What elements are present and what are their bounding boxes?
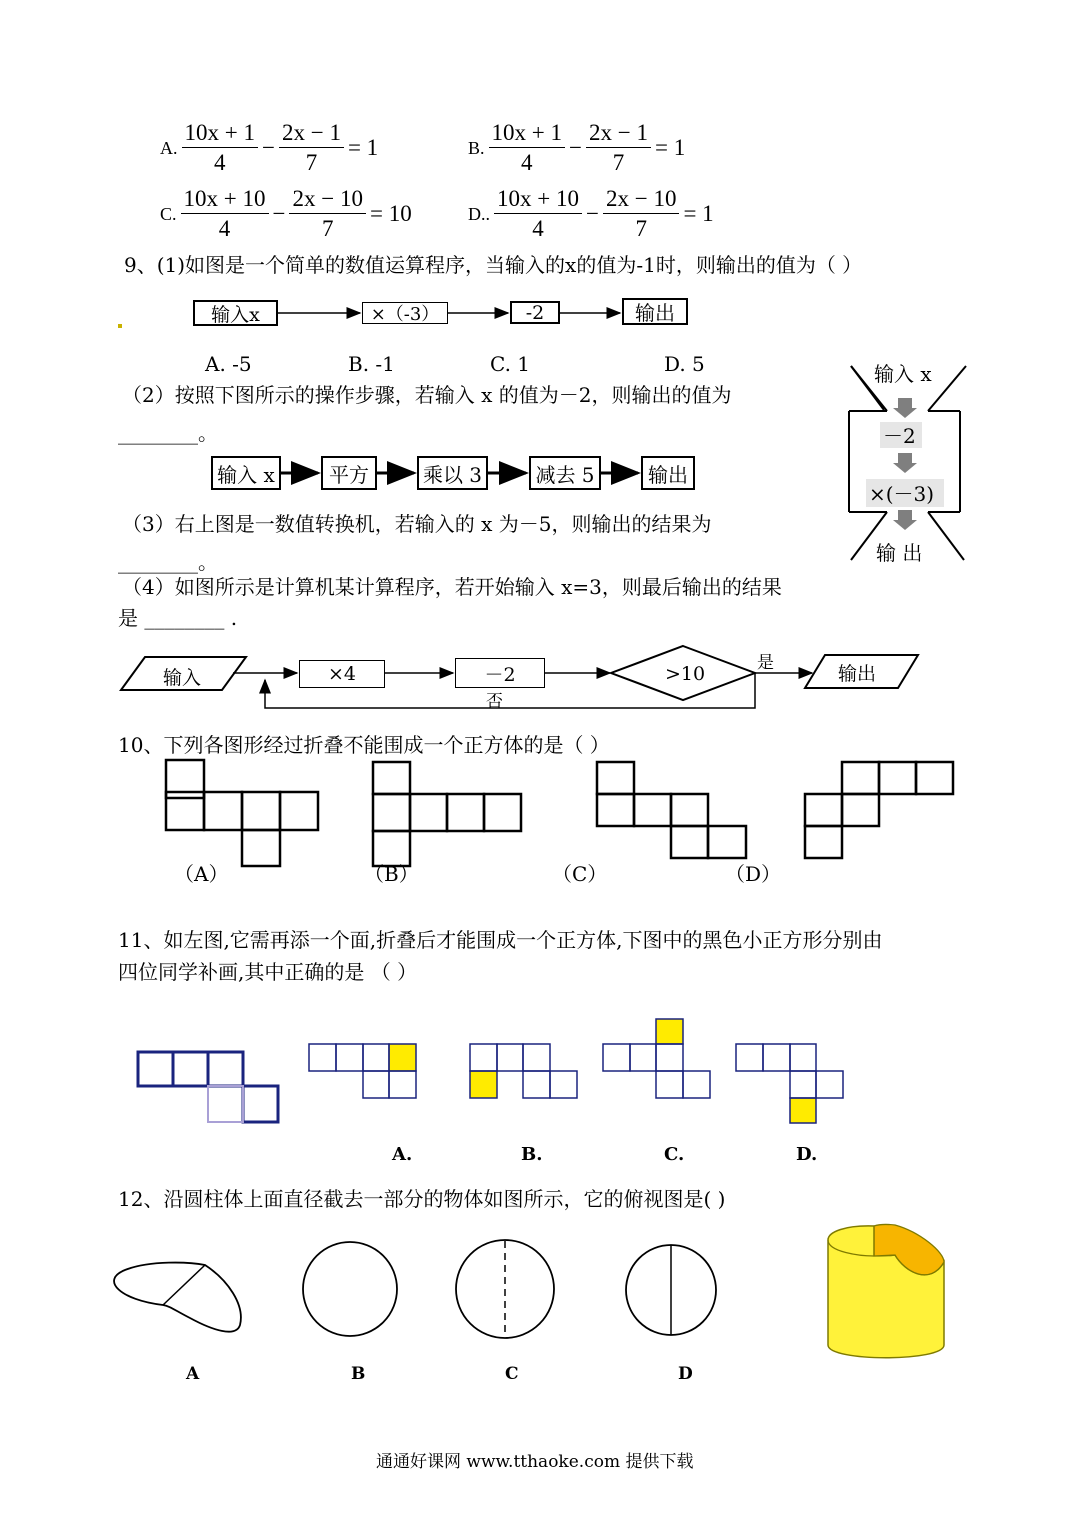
fraction: $\frac{10x + 1}{4}$ xyxy=(489,120,565,176)
flow4-input-label: 输入 xyxy=(163,667,202,689)
fraction: $\frac{2x - 10}{7}$ xyxy=(603,186,679,242)
flow4-output-label: 输出 xyxy=(838,663,877,685)
machine-output-label: 输 出 xyxy=(876,541,923,565)
q11-label-d: D. xyxy=(796,1144,818,1165)
q9-part2-text: （2）按照下图所示的操作步骤，若输入 x 的值为－2，则输出的值为 xyxy=(122,383,732,407)
flow4-yes-label: 是 xyxy=(757,653,774,673)
q8-option-d: D.. $\frac{10x + 10}{4}$ − $\frac{2x - 10}{7}$ = 1 xyxy=(468,186,714,241)
q9-option-c: C. 1 xyxy=(490,352,531,376)
q12-label-c: C xyxy=(505,1364,519,1384)
q9-part4-text: （4）如图所示是计算机某计算程序，若开始输入 x=3，则最后输出的结果 xyxy=(122,575,782,599)
option-label: C. xyxy=(160,203,177,224)
q9-option-a: A. -5 xyxy=(205,352,252,376)
flow1-minus-box: -2 xyxy=(510,301,560,324)
q12-label-d: D xyxy=(678,1364,693,1384)
q9-option-d: D. 5 xyxy=(664,352,705,376)
q10-label-c: （C） xyxy=(552,862,608,886)
flow4-times4-box: ×4 xyxy=(299,660,385,688)
fraction: $\frac{2x - 10}{7}$ xyxy=(289,186,365,242)
q11-text-line2: 四位同学补画,其中正确的是 （ ） xyxy=(118,960,418,984)
q11-label-b: B. xyxy=(521,1144,543,1165)
q10-label-a: （A） xyxy=(174,862,229,886)
q9-part1-text: 9、(1)如图是一个简单的数值运算程序，当输入的x的值为-1时，则输出的值为（ ） xyxy=(124,253,863,277)
q9-part3-text: （3）右上图是一数值转换机，若输入的 x 为－5，则输出的结果为 xyxy=(122,512,712,536)
flow4-no-label: 否 xyxy=(486,692,503,712)
fraction: $\frac{2x - 1}{7}$ xyxy=(279,120,344,176)
fraction: $\frac{2x - 1}{7}$ xyxy=(586,120,651,176)
q12-label-a: A xyxy=(186,1364,200,1384)
q9-part4-text2: 是 ________ . xyxy=(118,606,238,630)
q11-label-a: A. xyxy=(392,1144,413,1165)
q9-part3-blank: ________。 xyxy=(118,550,218,574)
flow1-output-box: 输出 xyxy=(622,298,688,325)
machine-input-label: 输入 x xyxy=(874,362,932,386)
q8-option-b: B. $\frac{10x + 1}{4}$ − $\frac{2x - 1}{7}$ = 1 xyxy=(468,120,686,175)
fraction: $\frac{10x + 10}{4}$ xyxy=(181,186,269,242)
flow4-condition: >10 xyxy=(665,663,706,685)
footer-credit: 通通好课网 www.tthaoke.com 提供下载 xyxy=(376,1452,694,1472)
fraction: $\frac{10x + 10}{4}$ xyxy=(494,186,582,242)
option-label: A. xyxy=(160,137,178,158)
q10-label-b: （B） xyxy=(364,862,419,886)
machine-step2: ×(－3) xyxy=(869,482,935,506)
flow2-times3-box: 乘以 3 xyxy=(417,456,488,490)
q11-text-line1: 11、如左图,它需再添一个面,折叠后才能围成一个正方体,下图中的黑色小正方形分别由 xyxy=(118,928,883,952)
q10-label-d: （D） xyxy=(725,862,782,886)
flow2-input-box: 输入 x xyxy=(211,456,281,490)
flow2-square-box: 平方 xyxy=(321,456,377,490)
option-label: D.. xyxy=(468,203,490,224)
q10-text: 10、下列各图形经过折叠不能围成一个正方体的是（ ） xyxy=(118,733,610,757)
flow4-minus2-box: －2 xyxy=(455,658,545,688)
q8-option-c: C. $\frac{10x + 10}{4}$ − $\frac{2x - 10}{7}$ = 10 xyxy=(160,186,412,241)
flow1-input-box: 输入x xyxy=(193,300,278,326)
fraction: $\frac{10x + 1}{4}$ xyxy=(182,120,258,176)
option-label: B. xyxy=(468,137,485,158)
flow1-multiply-box: ×（-3） xyxy=(362,302,448,324)
flow2-minus5-box: 减去 5 xyxy=(529,456,601,490)
q12-text: 12、沿圆柱体上面直径截去一部分的物体如图所示，它的俯视图是( ) xyxy=(118,1187,726,1211)
machine-step1: －2 xyxy=(883,424,916,448)
q9-part2-blank: ________。 xyxy=(118,421,218,445)
q11-label-c: C. xyxy=(664,1144,685,1165)
flow2-output-box: 输出 xyxy=(641,456,695,490)
q9-option-b: B. -1 xyxy=(348,352,395,376)
q12-label-b: B xyxy=(351,1364,366,1384)
q8-option-a: A. $\frac{10x + 1}{4}$ − $\frac{2x - 1}{7}$ = 1 xyxy=(160,120,379,175)
